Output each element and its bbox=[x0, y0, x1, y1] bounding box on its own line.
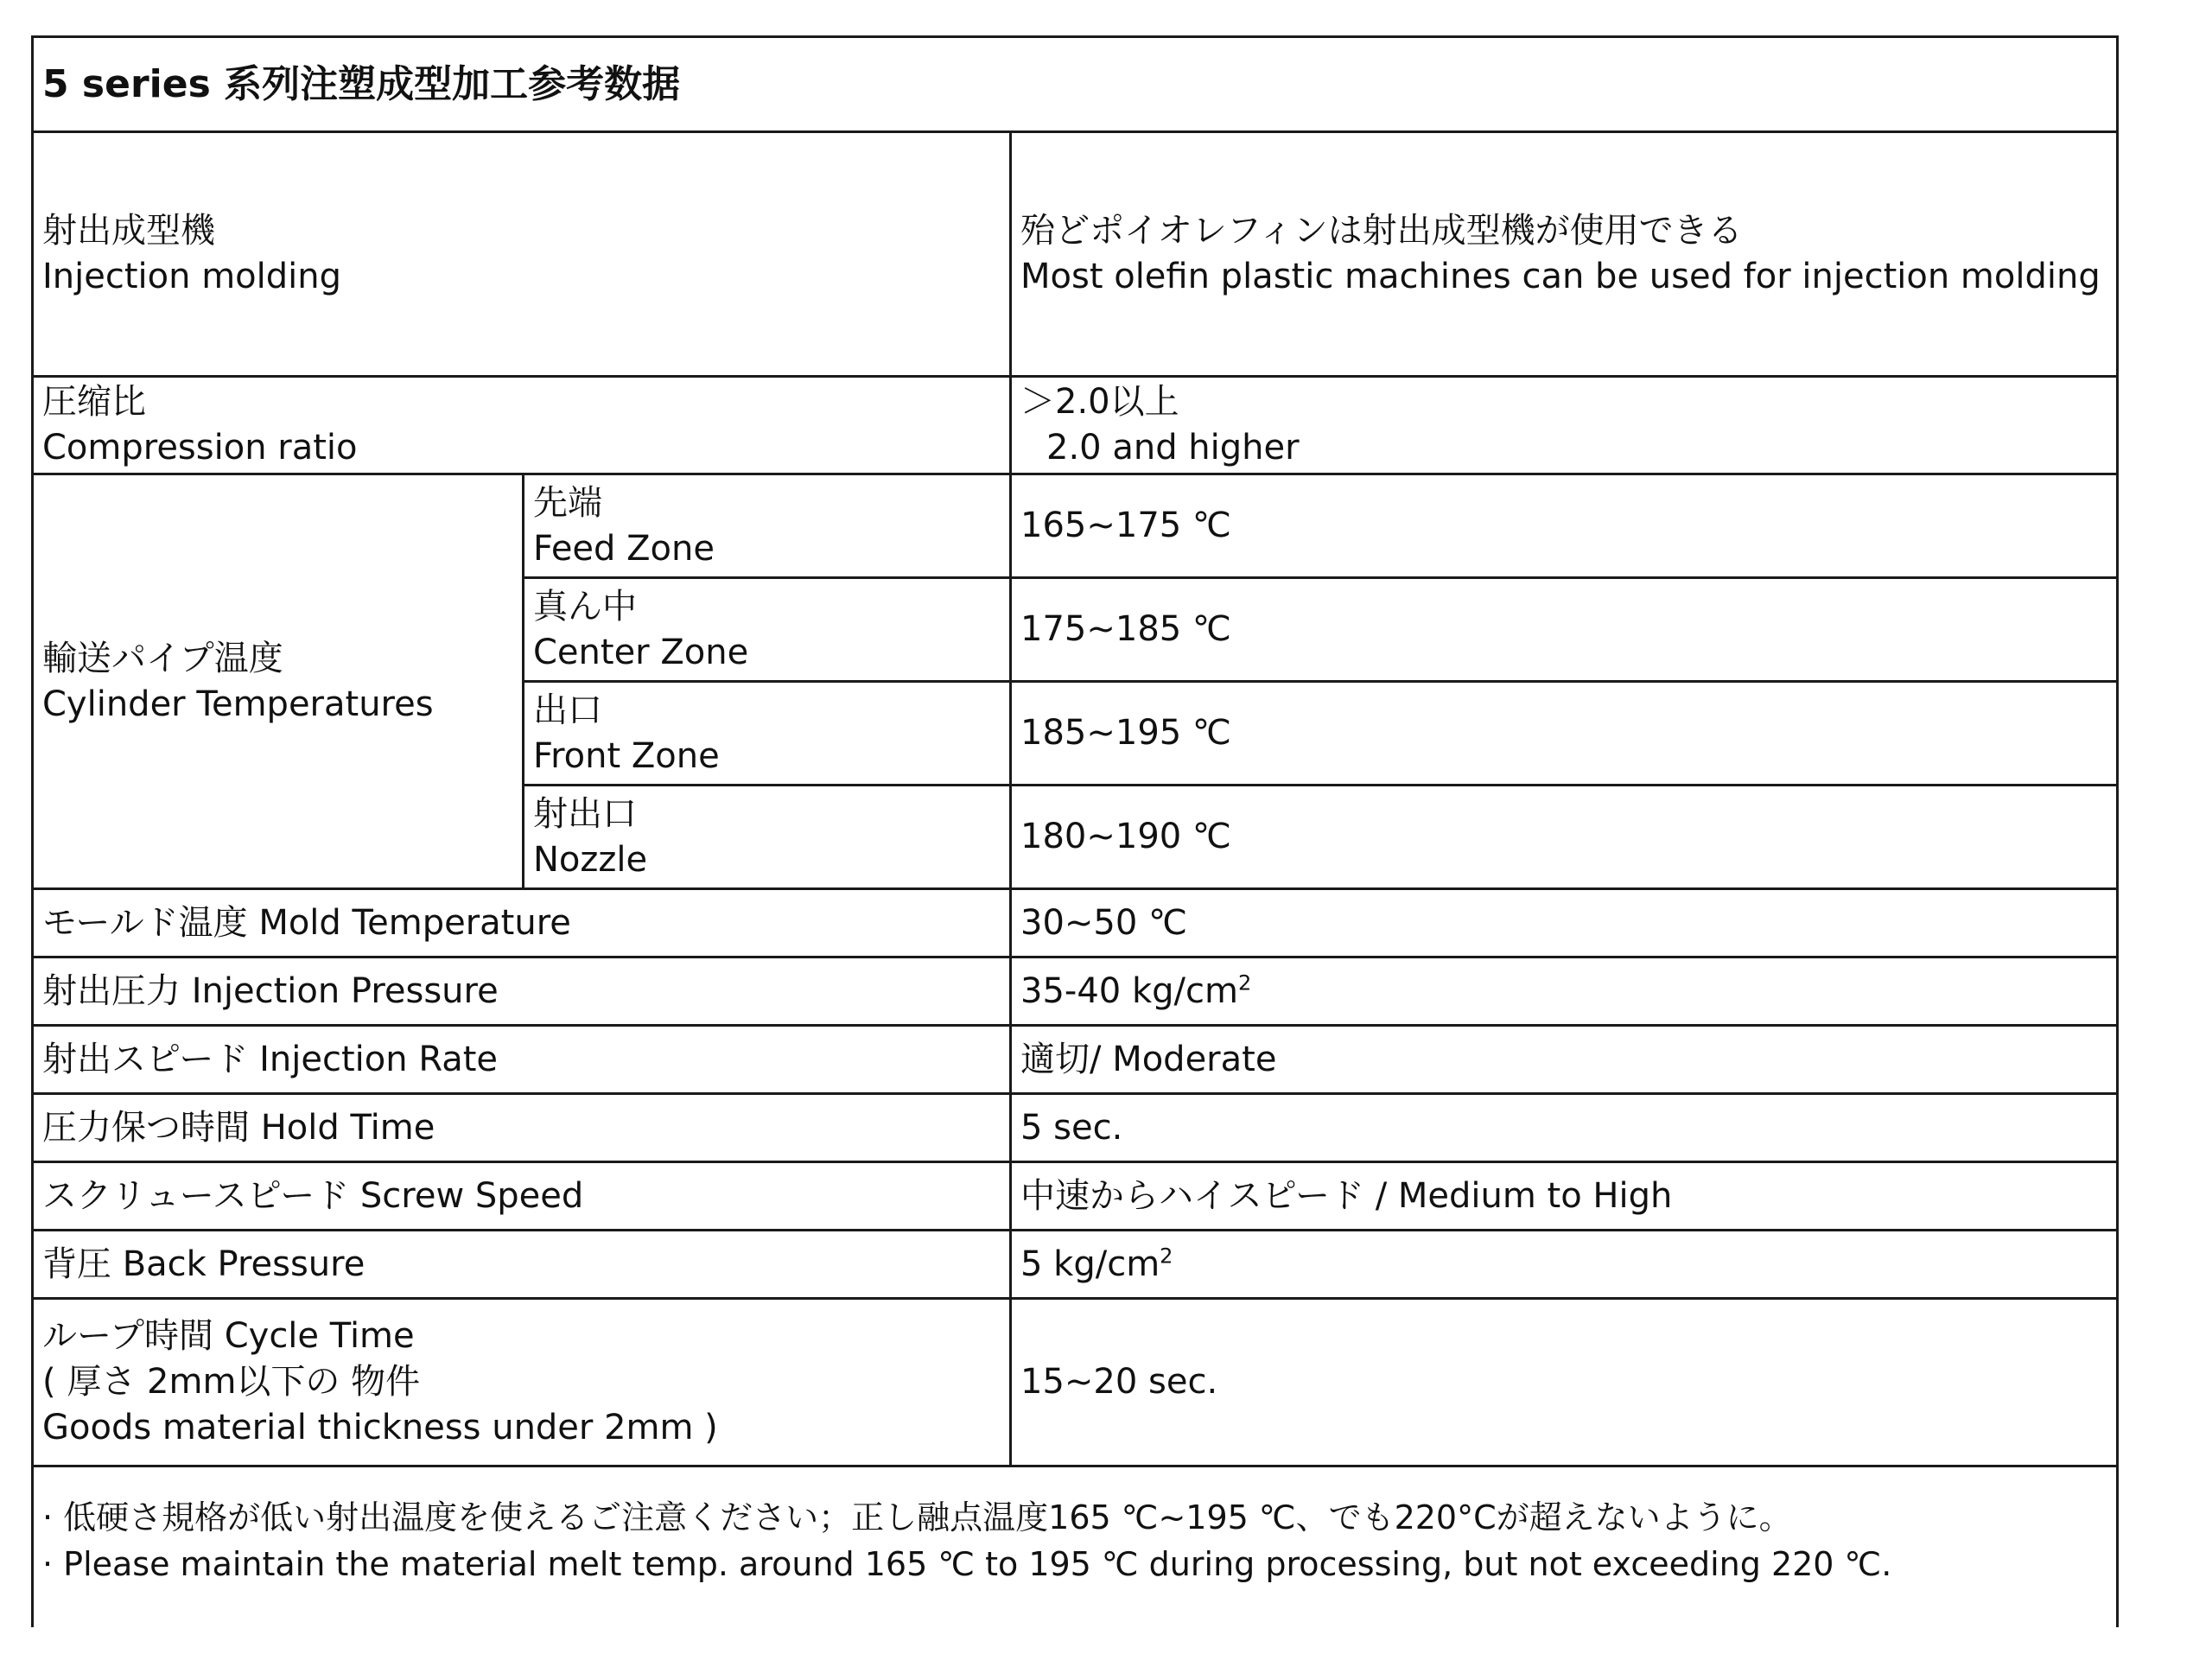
pressure-value: 5 kg/cm bbox=[1020, 1244, 1160, 1284]
note-jp: · 低硬さ規格が低い射出温度を使えるご注意ください；正し融点温度165 ℃~195 ℃、でも220°Cが超えないように。 bbox=[42, 1498, 1792, 1536]
mold-temperature-label bbox=[34, 890, 1009, 956]
title-text: 5 series 系列注塑成型加工参考数据 bbox=[42, 62, 681, 106]
pressure-value: 35-40 kg/cm bbox=[1020, 970, 1238, 1011]
row-label: 射出スピード Injection Rate bbox=[42, 1039, 499, 1079]
injection-pressure-value bbox=[1012, 958, 2116, 1024]
zone-value-nozzle bbox=[1012, 786, 2116, 887]
value-jp: 殆どポイオレフィンは射出成型機が使用できる bbox=[1020, 211, 1743, 251]
row-value bbox=[1020, 1242, 2116, 1288]
zone-value-center bbox=[1012, 579, 2116, 680]
row-value: 適切/ Moderate bbox=[1020, 1039, 1277, 1079]
hold-time-label bbox=[34, 1095, 1009, 1161]
zone-label-front bbox=[524, 683, 1009, 784]
compression-ratio-value bbox=[1012, 378, 2116, 473]
row-value: 15~20 sec. bbox=[1020, 1362, 1218, 1402]
zone-label-center bbox=[524, 579, 1009, 680]
injection-rate-value bbox=[1012, 1027, 2116, 1092]
zone-label-jp: 射出口 bbox=[533, 793, 637, 834]
zone-label-en: Nozzle bbox=[533, 839, 648, 880]
data-sheet-table bbox=[31, 35, 2119, 1627]
zone-label-feed bbox=[524, 475, 1009, 576]
value-en: Most olefin plastic machines can be used for injection molding bbox=[1020, 257, 2101, 296]
zone-value: 180~190 ℃ bbox=[1020, 817, 1231, 856]
label-jp: 射出成型機 bbox=[42, 211, 215, 251]
screw-speed-value bbox=[1012, 1163, 2116, 1229]
label-line: Goods material thickness under 2mm ) bbox=[42, 1408, 718, 1447]
zone-value: 175~185 ℃ bbox=[1020, 609, 1231, 649]
row-value: 30~50 ℃ bbox=[1020, 902, 1187, 943]
row-divider bbox=[34, 1465, 2116, 1467]
label-jp: 圧缩比 bbox=[42, 382, 146, 422]
zone-label-nozzle bbox=[524, 786, 1009, 887]
injection-machine-label bbox=[34, 133, 1009, 375]
label-en: Compression ratio bbox=[42, 428, 358, 468]
zone-label-jp: 先端 bbox=[533, 482, 602, 523]
row-label: スクリュースピード Screw Speed bbox=[42, 1175, 584, 1216]
cycle-time-label bbox=[34, 1300, 1009, 1465]
compression-ratio-label bbox=[34, 378, 1009, 473]
label-line: ループ時間 Cycle Time bbox=[42, 1316, 415, 1356]
zone-label-jp: 真ん中 bbox=[533, 586, 637, 627]
injection-pressure-label bbox=[34, 958, 1009, 1024]
zone-value-front bbox=[1012, 683, 2116, 784]
hold-time-value bbox=[1012, 1095, 2116, 1161]
injection-machine-value bbox=[1012, 133, 2116, 375]
mold-temperature-value bbox=[1012, 890, 2116, 956]
cylinder-temperatures-label bbox=[34, 475, 522, 887]
value-en: 2.0 and higher bbox=[1046, 428, 1300, 468]
value-jp: ＞2.0以上 bbox=[1020, 382, 1179, 422]
unit-superscript: 2 bbox=[1160, 1244, 1173, 1269]
zone-value: 185~195 ℃ bbox=[1020, 713, 1231, 753]
zone-label-en: Center Zone bbox=[533, 632, 749, 672]
zone-label-en: Front Zone bbox=[533, 735, 720, 776]
row-label: モールド温度 Mold Temperature bbox=[42, 902, 571, 943]
label-en: Injection molding bbox=[42, 257, 341, 296]
back-pressure-value bbox=[1012, 1231, 2116, 1297]
notes-section bbox=[34, 1494, 2116, 1598]
screw-speed-label bbox=[34, 1163, 1009, 1229]
row-label: 射出圧力 Injection Pressure bbox=[42, 970, 499, 1011]
back-pressure-label bbox=[34, 1231, 1009, 1297]
unit-superscript: 2 bbox=[1237, 970, 1252, 996]
cycle-time-value bbox=[1012, 1300, 2116, 1465]
row-value: 5 sec. bbox=[1020, 1107, 1123, 1148]
zone-label-en: Feed Zone bbox=[533, 528, 715, 569]
label-jp: 輸送パイプ温度 bbox=[42, 638, 283, 678]
zone-value: 165~175 ℃ bbox=[1020, 506, 1231, 545]
row-value: 中速からハイスピード / Medium to High bbox=[1020, 1175, 1673, 1216]
injection-rate-label bbox=[34, 1027, 1009, 1092]
note-en: · Please maintain the material melt temp. around 165 ℃ to 195 ℃ during processing, but not exceeding 220 ℃. bbox=[42, 1545, 1892, 1583]
zone-value-feed bbox=[1012, 475, 2116, 576]
label-en: Cylinder Temperatures bbox=[42, 684, 434, 724]
row-label: 圧力保つ時間 Hold Time bbox=[42, 1107, 435, 1148]
row-value bbox=[1020, 969, 2116, 1015]
label-line: ( 厚さ 2mm以下の 物件 bbox=[42, 1362, 421, 1402]
sheet-title bbox=[34, 38, 2116, 130]
zone-label-jp: 出口 bbox=[533, 690, 602, 730]
row-label: 背圧 Back Pressure bbox=[42, 1244, 365, 1284]
